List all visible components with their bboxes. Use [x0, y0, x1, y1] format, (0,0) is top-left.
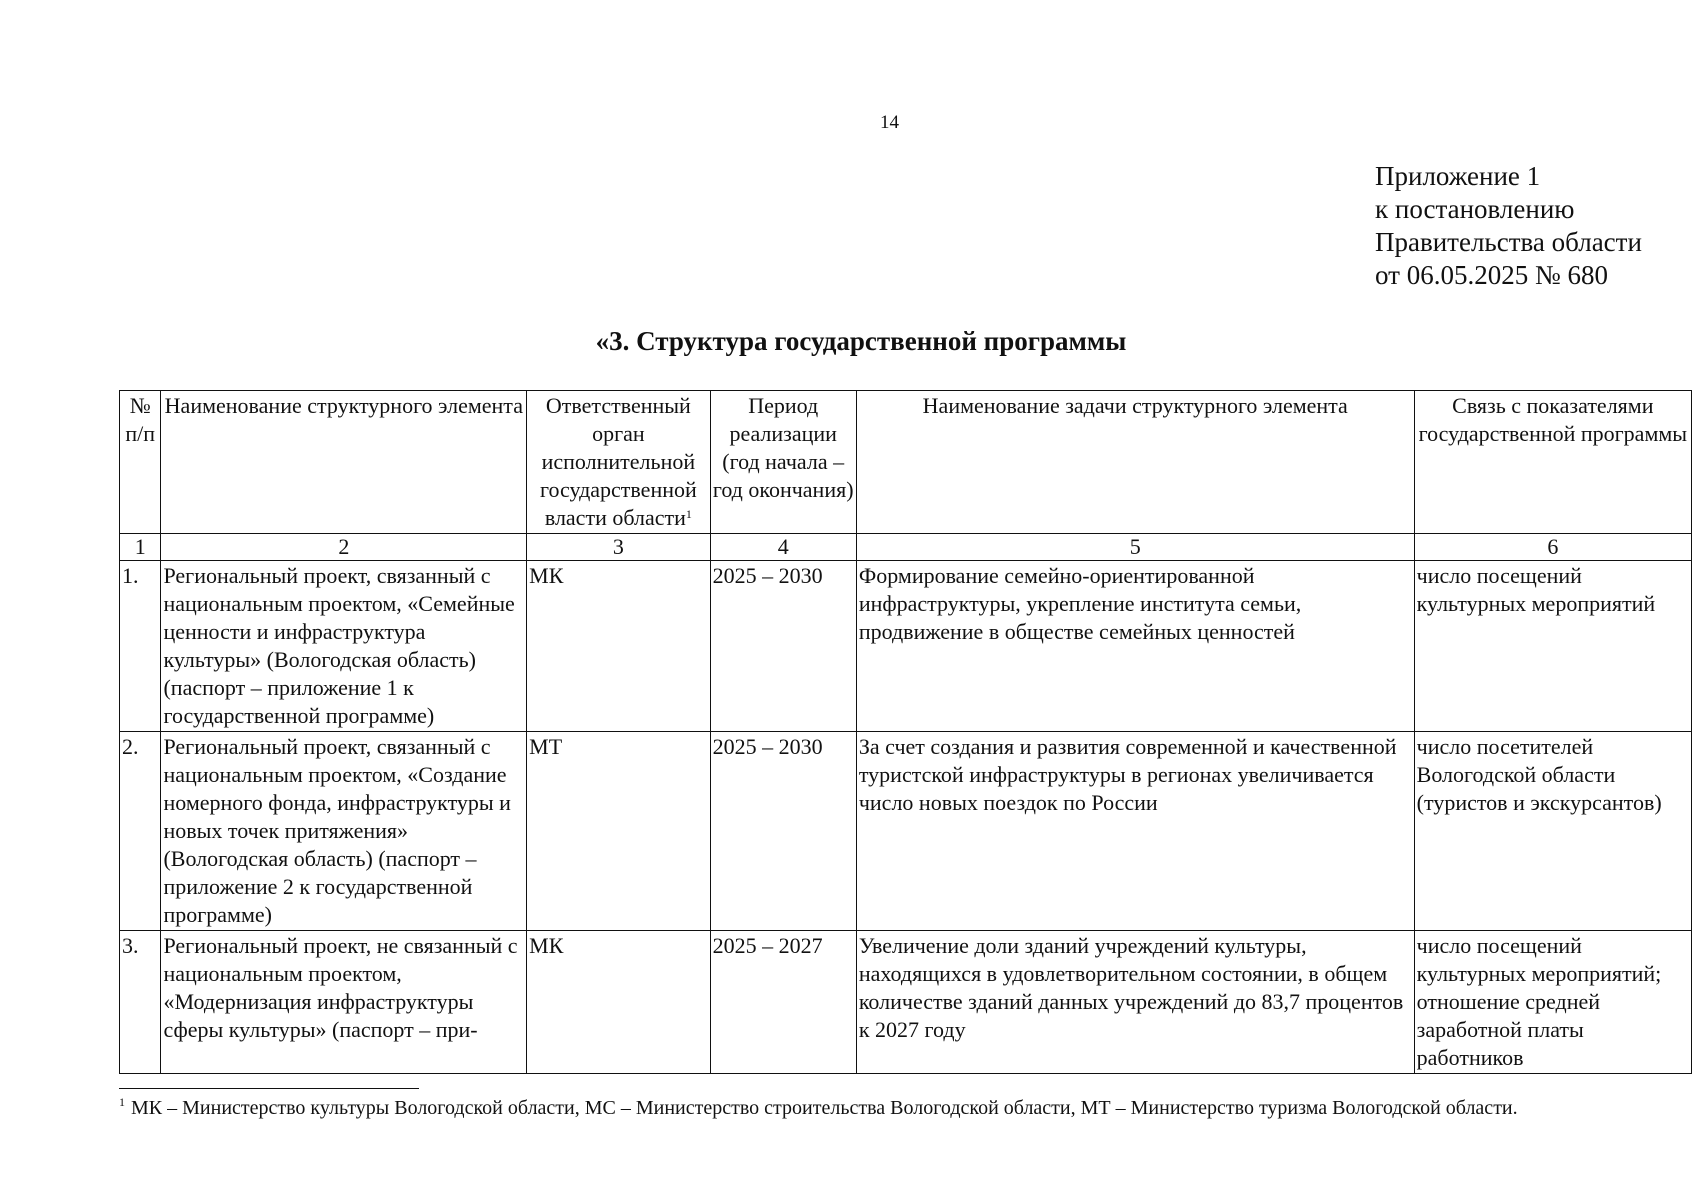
indicator-link: число посетителей Вологодской области (туристов и экскурсантов) — [1414, 732, 1691, 931]
header-cell-number: № п/п — [120, 391, 161, 534]
column-number: 1 — [120, 534, 161, 561]
appendix-line: от 06.05.2025 № 680 — [1375, 260, 1608, 290]
appendix-line: Приложение 1 — [1375, 161, 1541, 191]
appendix-block — [1375, 160, 1642, 292]
column-number: 2 — [161, 534, 527, 561]
element-name: Региональный проект, связанный с национальным проектом, «Создание номерного фонда, инфраструктуры и новых точек притяжения» (Вологодская область) (паспорт – приложение 2 к государственной программе) — [161, 732, 527, 931]
header-cell-indicators: Связь с показателями государственной программы — [1414, 391, 1691, 534]
indicator-link: число посещений культурных мероприятий; отношение средней заработной платы работников — [1414, 931, 1691, 1074]
header-cell-responsible-organ — [527, 391, 710, 534]
footnote-mark: 1 — [119, 1095, 125, 1109]
row-number: 3. — [120, 931, 161, 1074]
task-name: За счет создания и развития современной и качественной туристской инфраструктуры в регионах увеличивается число новых поездок по России — [856, 732, 1414, 931]
footnote — [119, 1094, 1659, 1123]
implementation-period: 2025 – 2027 — [710, 931, 856, 1074]
responsible-organ: МК — [527, 931, 710, 1074]
column-number: 6 — [1414, 534, 1691, 561]
implementation-period: 2025 – 2030 — [710, 561, 856, 732]
responsible-organ: МТ — [527, 732, 710, 931]
table-header-row — [120, 391, 1692, 534]
row-number: 1. — [120, 561, 161, 732]
column-number-row — [120, 534, 1692, 561]
page-number: 14 — [880, 112, 899, 133]
footnote-divider — [119, 1088, 419, 1089]
responsible-organ: МК — [527, 561, 710, 732]
implementation-period: 2025 – 2030 — [710, 732, 856, 931]
column-number: 3 — [527, 534, 710, 561]
document-title: «3. Структура государственной программы — [595, 326, 1127, 356]
structure-table — [119, 390, 1692, 1074]
indicator-link: число посещений культурных мероприятий — [1414, 561, 1691, 732]
header-cell-element-name: Наименование структурного элемента — [161, 391, 527, 534]
element-name: Региональный проект, не связанный с национальным проектом, «Модернизация инфраструктуры сферы культуры» (паспорт – при- — [161, 931, 527, 1074]
column-number: 4 — [710, 534, 856, 561]
row-number: 2. — [120, 732, 161, 931]
task-name: Формирование семейно-ориентированной инфраструктуры, укрепление института семьи, продвижение в обществе семейных ценностей — [856, 561, 1414, 732]
header-cell-responsible-organ-text: Ответственный орган исполнительной государственной власти области — [539, 393, 697, 530]
table-row — [120, 732, 1692, 931]
header-cell-task: Наименование задачи структурного элемента — [856, 391, 1414, 534]
appendix-line: к постановлению — [1375, 194, 1575, 224]
table-row — [120, 561, 1692, 732]
footnote-mark: 1 — [685, 507, 692, 521]
column-number: 5 — [856, 534, 1414, 561]
element-name: Региональный проект, связанный с национальным проектом, «Семейные ценности и инфраструктура культуры» (Вологодская область) (паспорт – приложение 1 к государственной программе) — [161, 561, 527, 732]
table-row — [120, 931, 1692, 1074]
footnote-text: МК – Министерство культуры Вологодской области, МС – Министерство строительства Вологодской области, МТ – Министерство туризма Вологодской области. — [131, 1097, 1518, 1119]
appendix-line: Правительства области — [1375, 227, 1642, 257]
header-cell-period: Период реализации (год начала – год окончания) — [710, 391, 856, 534]
task-name: Увеличение доли зданий учреждений культуры, находящихся в удовлетворительном состоянии, в общем количестве зданий данных учреждений до 83,7 процентов к 2027 году — [856, 931, 1414, 1074]
